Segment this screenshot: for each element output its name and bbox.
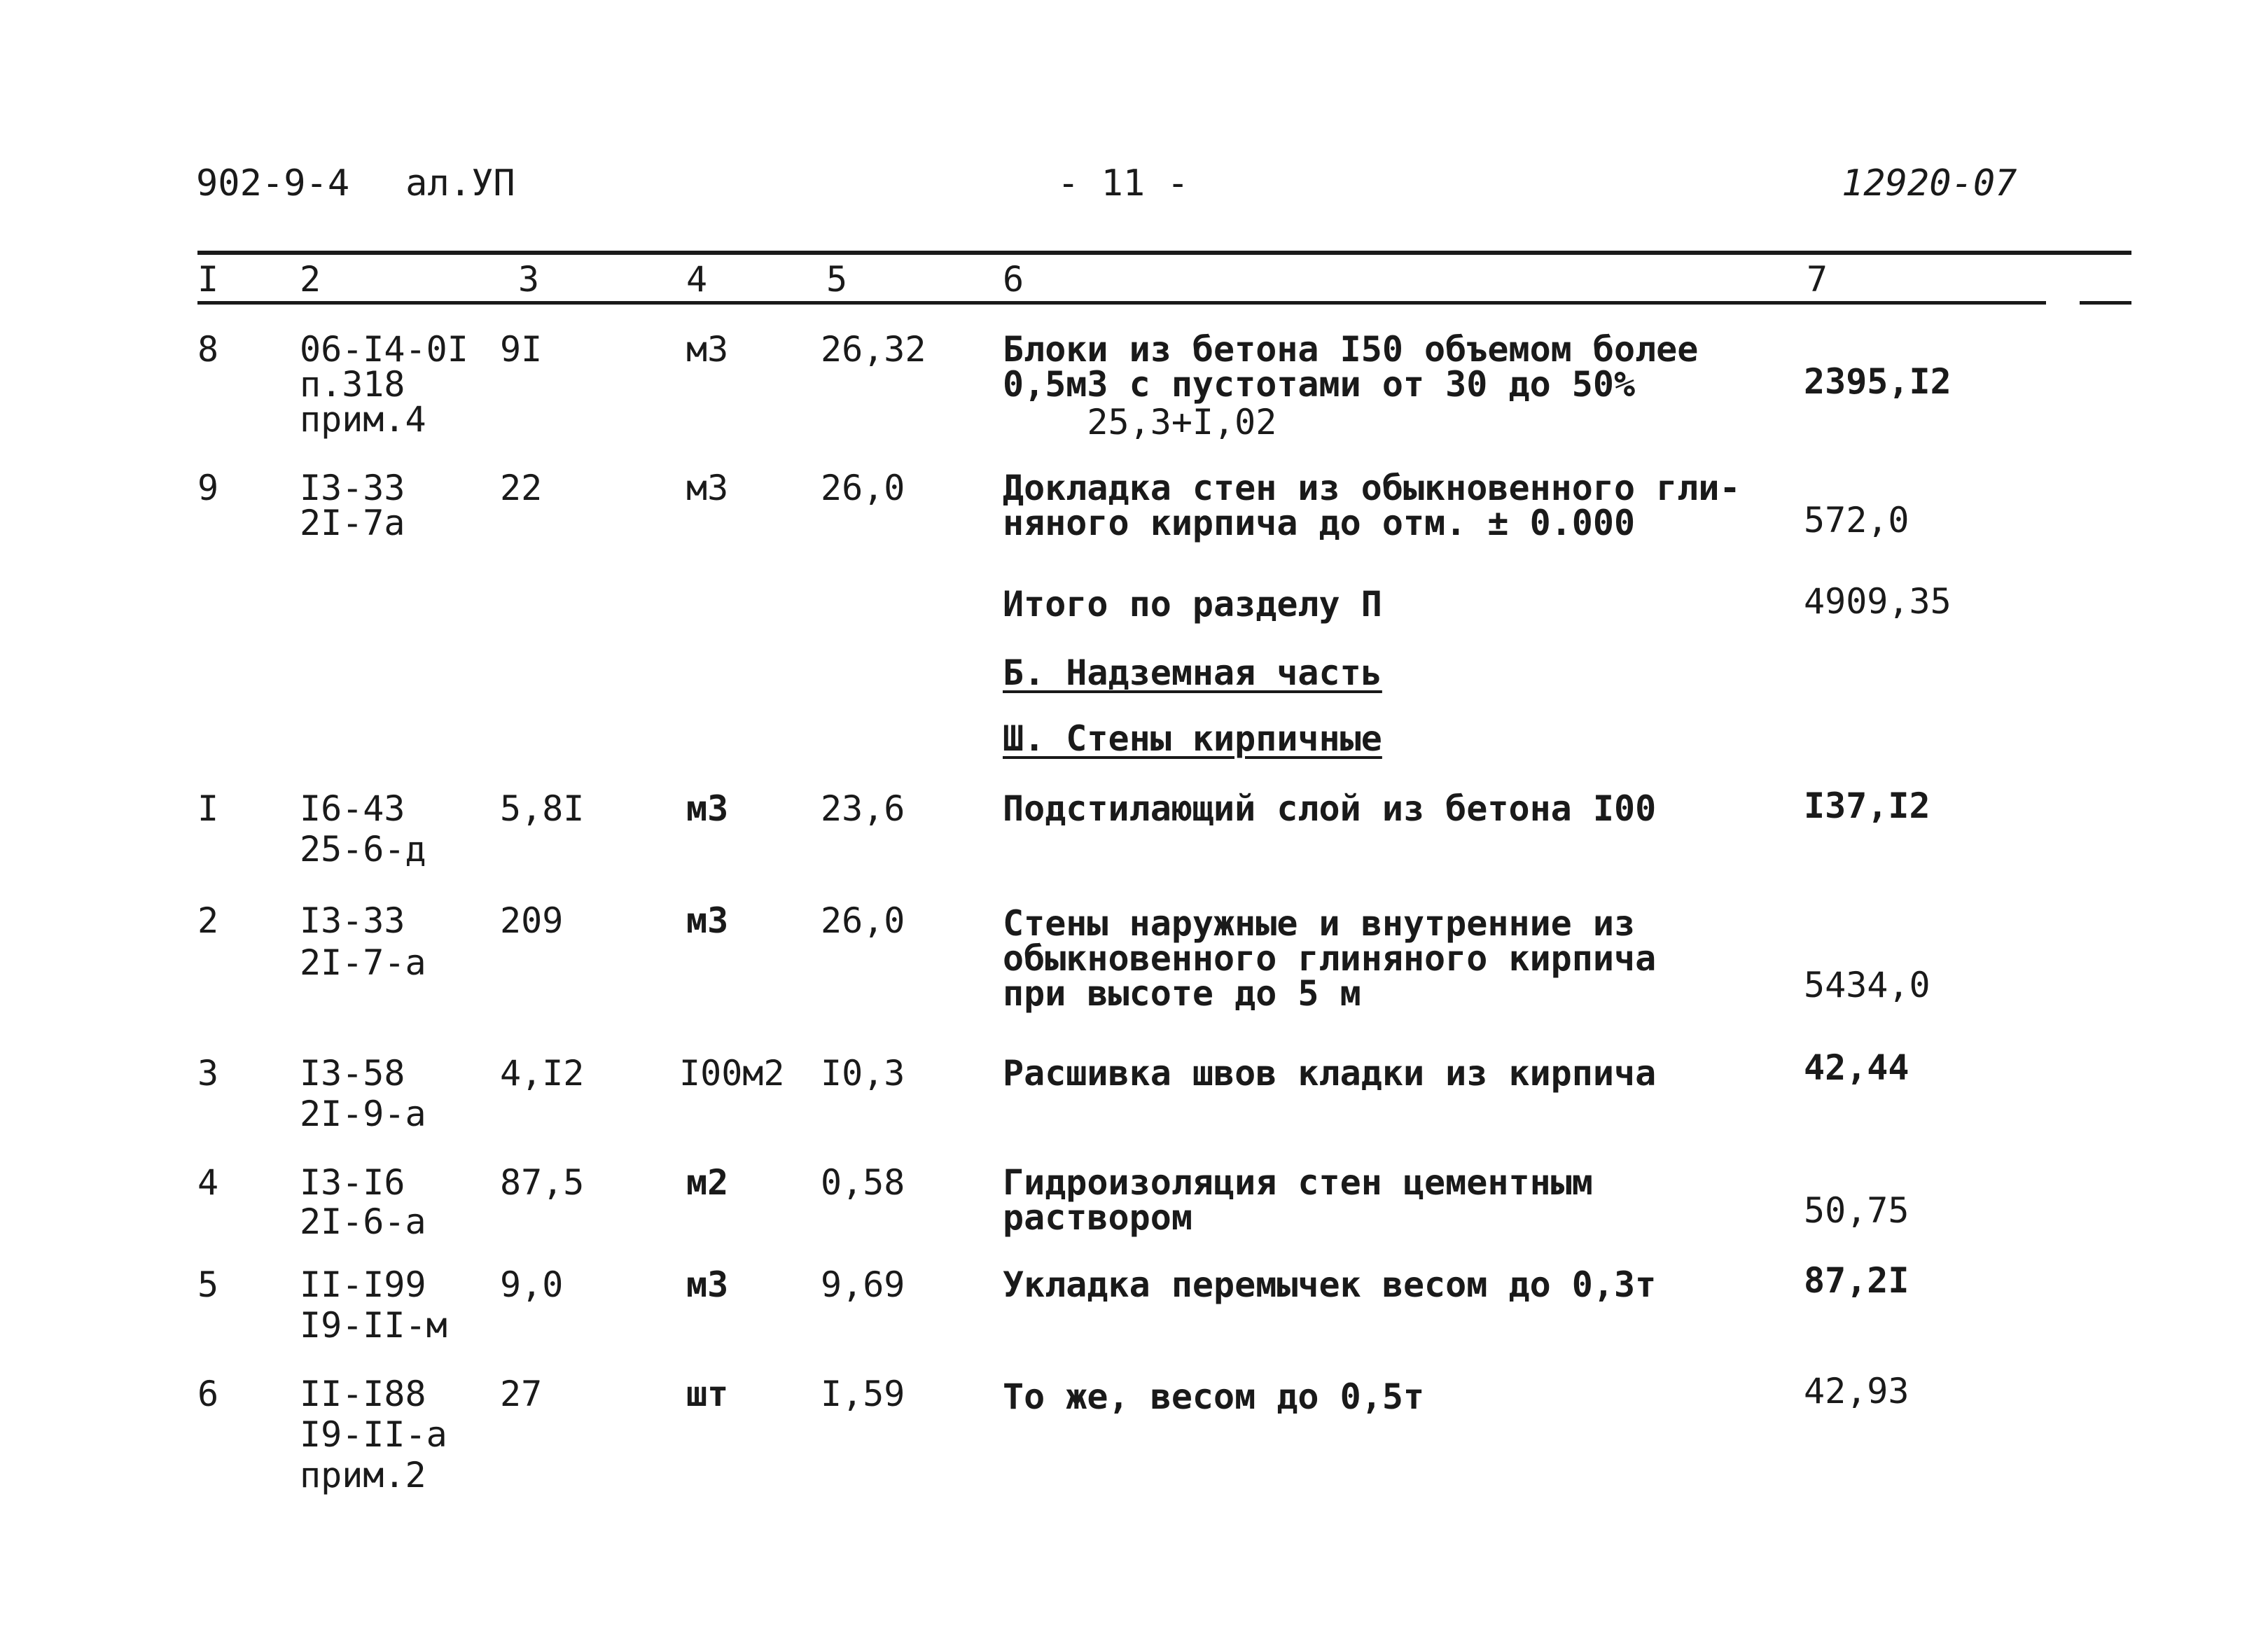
table-top-rule	[197, 251, 2131, 255]
norm-code: прим.2	[300, 1455, 426, 1495]
album-label: ал.УП	[405, 162, 515, 204]
norm-code: 2I-9-а	[300, 1094, 426, 1134]
document-number: 12920-07	[1842, 162, 2017, 204]
description: Подстилающий слой из бетона I00	[1003, 788, 1657, 829]
unit: м3	[686, 788, 729, 829]
norm-code: I9-II-м	[300, 1305, 447, 1346]
quantity: 9I	[500, 329, 543, 370]
unit-price: I,59	[821, 1374, 905, 1414]
unit-price: I0,3	[821, 1053, 905, 1094]
norm-code: 2I-7а	[300, 503, 405, 543]
norm-code: 06-I4-0I	[300, 329, 468, 370]
description: при высоте до 5 м	[1003, 973, 1361, 1014]
description: 25,3+I,02	[1003, 402, 1277, 442]
quantity: 4,I2	[500, 1053, 585, 1094]
norm-code: I3-58	[300, 1053, 405, 1094]
quantity: 209	[500, 900, 564, 941]
column-number-5: 5	[826, 259, 848, 300]
description: Укладка перемычек весом до 0,3т	[1003, 1264, 1657, 1305]
norm-code: п.318	[300, 364, 405, 405]
section-heading: Ш. Стены кирпичные	[1003, 718, 1382, 759]
row-number: 6	[197, 1374, 219, 1414]
unit: м3	[686, 329, 729, 370]
total: 572,0	[1804, 500, 1909, 540]
norm-code: II-I88	[300, 1374, 426, 1414]
subtotal-value: 4909,35	[1804, 581, 1952, 622]
quantity: 87,5	[500, 1162, 585, 1203]
unit-price: 26,0	[821, 468, 905, 508]
row-number: 5	[197, 1264, 219, 1305]
description: няного кирпича до отм. ± 0.000	[1003, 503, 1636, 543]
total: 50,75	[1804, 1190, 1909, 1231]
unit-price: 26,0	[821, 900, 905, 941]
total: 5434,0	[1804, 965, 1930, 1005]
total: 42,93	[1804, 1371, 1909, 1411]
description: Блоки из бетона I50 объемом более	[1003, 329, 1699, 370]
unit: м3	[686, 468, 729, 508]
total: 87,2I	[1804, 1260, 1909, 1301]
column-number-3: 3	[518, 259, 540, 300]
total: 42,44	[1804, 1047, 1909, 1088]
unit-price: 9,69	[821, 1264, 905, 1305]
unit: I00м2	[679, 1053, 785, 1094]
row-number: 2	[197, 900, 219, 941]
unit: м2	[686, 1162, 729, 1203]
description: Докладка стен из обыкновенного гли-	[1003, 468, 1741, 508]
description: раствором	[1003, 1197, 1192, 1238]
total: I37,I2	[1804, 786, 1930, 826]
unit-price: 0,58	[821, 1162, 905, 1203]
row-number: 9	[197, 468, 219, 508]
table-header-rule	[197, 301, 2046, 305]
norm-code: прим.4	[300, 399, 426, 440]
document-header	[196, 162, 515, 204]
norm-code: I6-43	[300, 788, 405, 829]
description: Расшивка швов кладки из кирпича	[1003, 1053, 1657, 1094]
row-number: 4	[197, 1162, 219, 1203]
unit: м3	[686, 900, 729, 941]
subtotal-label: Итого по разделу П	[1003, 584, 1382, 625]
description: Гидроизоляция стен цементным	[1003, 1162, 1593, 1203]
row-number: I	[197, 788, 219, 829]
norm-code: I3-I6	[300, 1162, 405, 1203]
quantity: 5,8I	[500, 788, 585, 829]
description: То же, весом до 0,5т	[1003, 1376, 1425, 1417]
section-heading: Б. Надземная часть	[1003, 653, 1382, 693]
page-number: - 11 -	[1057, 162, 1189, 204]
quantity: 9,0	[500, 1264, 564, 1305]
doc-code: 902-9-4	[196, 162, 350, 204]
column-number-1: I	[197, 259, 219, 300]
description: 0,5м3 с пустотами от 30 до 50%	[1003, 364, 1636, 405]
norm-code: 2I-7-а	[300, 942, 426, 983]
description: Стены наружные и внутренние из	[1003, 903, 1636, 944]
norm-code: 25-6-д	[300, 829, 426, 870]
norm-code: I9-II-а	[300, 1414, 447, 1455]
norm-code: I3-33	[300, 900, 405, 941]
description: обыкновенного глиняного кирпича	[1003, 938, 1657, 979]
unit-price: 26,32	[821, 329, 926, 370]
row-number: 3	[197, 1053, 219, 1094]
column-number-4: 4	[686, 259, 708, 300]
quantity: 27	[500, 1374, 543, 1414]
norm-code: II-I99	[300, 1264, 426, 1305]
norm-code: I3-33	[300, 468, 405, 508]
column-number-7: 7	[1807, 259, 1828, 300]
norm-code: 2I-6-а	[300, 1201, 426, 1242]
unit: м3	[686, 1264, 729, 1305]
table-header-rule-tail	[2080, 301, 2131, 305]
column-number-6: 6	[1003, 259, 1024, 300]
unit: шт	[686, 1374, 729, 1414]
row-number: 8	[197, 329, 219, 370]
quantity: 22	[500, 468, 543, 508]
total: 2395,I2	[1804, 361, 1952, 402]
column-number-2: 2	[300, 259, 321, 300]
unit-price: 23,6	[821, 788, 905, 829]
